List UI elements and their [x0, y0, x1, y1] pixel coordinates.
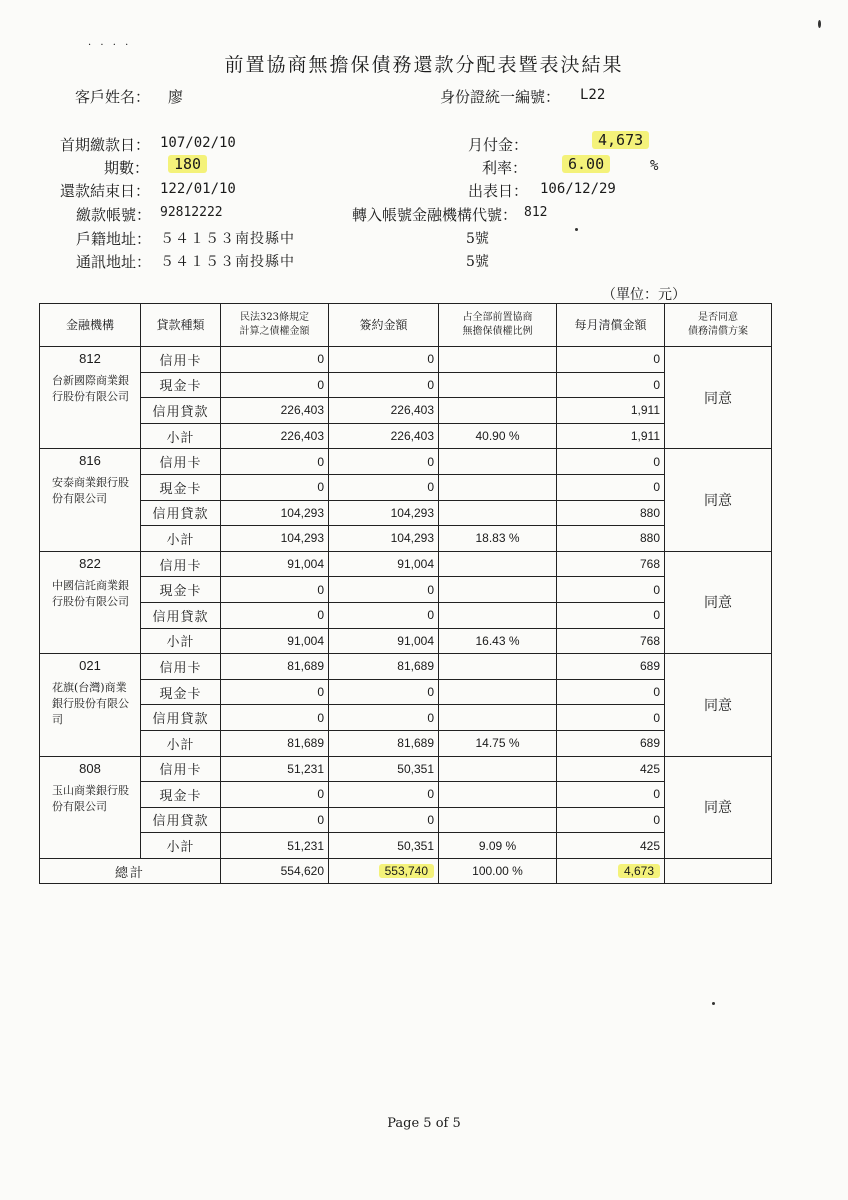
loan-type-cell: 信用卡 — [141, 347, 221, 373]
monthly-amount-cell: 0 — [557, 474, 665, 500]
table-row — [40, 654, 772, 680]
id-number-value: L22 — [580, 87, 606, 103]
claim-amount-cell: 0 — [221, 602, 329, 628]
contract-amount-cell: 50,351 — [329, 833, 439, 859]
periods-label: 期數： — [104, 159, 150, 177]
ratio-cell — [439, 577, 557, 603]
total-contract-value: 553,740 — [379, 864, 434, 878]
mailing-address-label: 通訊地址： — [76, 253, 152, 271]
contract-amount-cell: 91,004 — [329, 551, 439, 577]
loan-type-cell: 現金卡 — [141, 474, 221, 500]
table-row — [40, 782, 772, 808]
domicile-address-value: ５４１５３南投縣中 — [160, 231, 295, 247]
ratio-cell — [439, 654, 557, 680]
claim-amount-cell: 51,231 — [221, 833, 329, 859]
total-ratio: 100.00 % — [439, 858, 557, 884]
ratio-cell — [439, 756, 557, 782]
claim-amount-cell: 81,689 — [221, 654, 329, 680]
claim-amount-cell: 0 — [221, 705, 329, 731]
bank-cell — [40, 347, 141, 449]
loan-type-cell: 現金卡 — [141, 577, 221, 603]
table-row — [40, 423, 772, 449]
header-claim-line2: 計算之債權金額 — [239, 326, 310, 337]
bank-cell — [40, 756, 141, 858]
table-row — [40, 347, 772, 373]
contract-amount-cell: 0 — [329, 449, 439, 475]
scan-speck — [818, 20, 821, 28]
monthly-amount-cell: 689 — [557, 730, 665, 756]
monthly-amount-cell: 0 — [557, 347, 665, 373]
table-row — [40, 526, 772, 552]
loan-type-cell: 信用貸款 — [141, 500, 221, 526]
ratio-cell — [439, 398, 557, 424]
ratio-cell — [439, 679, 557, 705]
ratio-cell: 9.09 % — [439, 833, 557, 859]
end-date-value: 122/01/10 — [160, 181, 236, 197]
claim-amount-cell: 0 — [221, 372, 329, 398]
loan-type-cell: 小計 — [141, 628, 221, 654]
bank-code: 808 — [79, 760, 101, 776]
loan-type-cell: 現金卡 — [141, 782, 221, 808]
loan-type-cell: 信用卡 — [141, 449, 221, 475]
monthly-amount-cell: 768 — [557, 628, 665, 654]
interest-rate-unit: % — [650, 158, 659, 174]
header-agree-line2: 債務清償方案 — [688, 326, 748, 337]
total-claim-amount: 554,620 — [221, 858, 329, 884]
contract-amount-cell: 50,351 — [329, 756, 439, 782]
claim-amount-cell: 104,293 — [221, 526, 329, 552]
total-monthly-value: 4,673 — [618, 864, 660, 878]
monthly-payment-label: 月付金： — [468, 136, 529, 154]
transfer-bank-code-label: 轉入帳號金融機構代號： — [352, 206, 518, 224]
contract-amount-cell: 0 — [329, 474, 439, 500]
agree-cell: 同意 — [665, 449, 772, 551]
allocation-table — [39, 303, 772, 884]
bank-code: 812 — [79, 351, 101, 366]
ratio-cell: 40.90 % — [439, 423, 557, 449]
table-row — [40, 628, 772, 654]
claim-amount-cell: 226,403 — [221, 423, 329, 449]
monthly-amount-cell: 0 — [557, 449, 665, 475]
monthly-amount-cell: 0 — [557, 807, 665, 833]
table-row — [40, 551, 772, 577]
ratio-cell — [439, 602, 557, 628]
claim-amount-cell: 51,231 — [221, 756, 329, 782]
monthly-amount-cell: 0 — [557, 679, 665, 705]
agree-cell: 同意 — [665, 756, 772, 858]
loan-type-cell: 信用卡 — [141, 654, 221, 680]
bank-name: 花旗(台灣)商業銀行股份有限公司 — [52, 681, 129, 727]
header-monthly-amount: 每月清償金額 — [557, 304, 665, 347]
header-loan-type: 貸款種類 — [141, 304, 221, 347]
agree-cell: 同意 — [665, 654, 772, 756]
page-title: 前置協商無擔保債務還款分配表暨表決結果 — [224, 54, 624, 76]
bank-cell — [40, 654, 141, 756]
total-label: 總計 — [40, 858, 221, 884]
contract-amount-cell: 226,403 — [329, 423, 439, 449]
monthly-payment-value: 4,673 — [592, 131, 649, 149]
table-row — [40, 756, 772, 782]
table-row — [40, 679, 772, 705]
bank-code: 021 — [79, 658, 101, 674]
interest-rate-label: 利率： — [482, 159, 528, 177]
header-ratio — [439, 304, 557, 347]
agree-cell: 同意 — [665, 551, 772, 653]
monthly-amount-cell: 0 — [557, 577, 665, 603]
total-contract-amount — [329, 858, 439, 884]
table-header-row — [40, 304, 772, 347]
monthly-amount-cell: 880 — [557, 526, 665, 552]
transfer-bank-code-value: 812 — [524, 205, 548, 220]
ratio-cell — [439, 551, 557, 577]
contract-amount-cell: 81,689 — [329, 730, 439, 756]
contract-amount-cell: 81,689 — [329, 654, 439, 680]
loan-type-cell: 現金卡 — [141, 372, 221, 398]
table-row — [40, 833, 772, 859]
table-row — [40, 372, 772, 398]
monthly-amount-cell: 689 — [557, 654, 665, 680]
first-payment-label: 首期繳款日： — [60, 136, 151, 154]
table-row — [40, 398, 772, 424]
monthly-amount-cell: 425 — [557, 756, 665, 782]
loan-type-cell: 信用貸款 — [141, 807, 221, 833]
contract-amount-cell: 104,293 — [329, 500, 439, 526]
ratio-cell: 16.43 % — [439, 628, 557, 654]
bank-name: 台新國際商業銀行股份有限公司 — [52, 374, 129, 403]
table-row — [40, 602, 772, 628]
monthly-amount-cell: 768 — [557, 551, 665, 577]
contract-amount-cell: 0 — [329, 577, 439, 603]
customer-name-value: 廖 — [168, 88, 184, 106]
contract-amount-cell: 0 — [329, 347, 439, 373]
bank-code: 816 — [79, 453, 101, 469]
monthly-amount-cell: 1,911 — [557, 423, 665, 449]
contract-amount-cell: 0 — [329, 782, 439, 808]
table-row — [40, 705, 772, 731]
interest-rate-value: 6.00 — [562, 155, 610, 173]
header-ratio-line2: 無擔保債權比例 — [462, 326, 533, 337]
monthly-amount-cell: 880 — [557, 500, 665, 526]
claim-amount-cell: 104,293 — [221, 500, 329, 526]
claim-amount-cell: 91,004 — [221, 551, 329, 577]
header-bank: 金融機構 — [40, 304, 141, 347]
ratio-cell — [439, 474, 557, 500]
loan-type-cell: 小計 — [141, 526, 221, 552]
ratio-cell — [439, 782, 557, 808]
periods-value: 180 — [168, 155, 207, 173]
loan-type-cell: 小計 — [141, 730, 221, 756]
table-row — [40, 449, 772, 475]
header-ratio-line1: 占全部前置協商 — [462, 312, 533, 323]
claim-amount-cell: 0 — [221, 807, 329, 833]
claim-amount-cell: 0 — [221, 679, 329, 705]
contract-amount-cell: 91,004 — [329, 628, 439, 654]
corner-marks: · · · · — [88, 40, 132, 51]
ratio-cell — [439, 705, 557, 731]
claim-amount-cell: 91,004 — [221, 628, 329, 654]
issue-date-label: 出表日： — [468, 182, 529, 200]
page-number: Page 5 of 5 — [387, 1116, 461, 1131]
monthly-amount-cell: 0 — [557, 705, 665, 731]
contract-amount-cell: 0 — [329, 602, 439, 628]
monthly-amount-cell: 0 — [557, 372, 665, 398]
loan-type-cell: 小計 — [141, 423, 221, 449]
table-row — [40, 500, 772, 526]
ratio-cell — [439, 372, 557, 398]
payment-account-label: 繳款帳號： — [76, 206, 152, 224]
ratio-cell: 14.75 % — [439, 730, 557, 756]
header-contract-amount: 簽約金額 — [329, 304, 439, 347]
header-agree-line1: 是否同意 — [698, 312, 738, 323]
header-claim-amount — [221, 304, 329, 347]
contract-amount-cell: 0 — [329, 807, 439, 833]
contract-amount-cell: 0 — [329, 372, 439, 398]
loan-type-cell: 現金卡 — [141, 679, 221, 705]
ratio-cell: 18.83 % — [439, 526, 557, 552]
contract-amount-cell: 104,293 — [329, 526, 439, 552]
unit-note: （單位：元） — [602, 287, 686, 303]
ratio-cell — [439, 807, 557, 833]
header-claim-line1: 民法323條規定 — [239, 312, 310, 323]
agree-cell: 同意 — [665, 347, 772, 449]
loan-type-cell: 信用貸款 — [141, 602, 221, 628]
scan-speck — [575, 228, 578, 231]
table-row — [40, 474, 772, 500]
mailing-address-value: ５４１５３南投縣中 — [160, 254, 295, 270]
total-agree-empty — [665, 858, 772, 884]
contract-amount-cell: 226,403 — [329, 398, 439, 424]
customer-name-label: 客戶姓名： — [75, 88, 151, 106]
monthly-amount-cell: 0 — [557, 602, 665, 628]
loan-type-cell: 信用卡 — [141, 551, 221, 577]
contract-amount-cell: 0 — [329, 705, 439, 731]
bank-name: 玉山商業銀行股份有限公司 — [52, 783, 129, 813]
bank-name: 安泰商業銀行股份有限公司 — [52, 476, 129, 506]
claim-amount-cell: 0 — [221, 474, 329, 500]
monthly-amount-cell: 1,911 — [557, 398, 665, 424]
bank-cell — [40, 551, 141, 653]
monthly-amount-cell: 0 — [557, 782, 665, 808]
domicile-address-tail: 5號 — [466, 231, 489, 247]
total-monthly-amount — [557, 858, 665, 884]
bank-name: 中國信託商業銀行股份有限公司 — [52, 578, 129, 608]
id-number-label: 身份證統一編號： — [440, 88, 561, 106]
end-date-label: 還款結束日： — [60, 182, 151, 200]
payment-account-value: 92812222 — [160, 205, 223, 220]
bank-code: 822 — [79, 555, 101, 571]
issue-date-value: 106/12/29 — [540, 181, 616, 197]
loan-type-cell: 信用貸款 — [141, 705, 221, 731]
claim-amount-cell: 0 — [221, 577, 329, 603]
claim-amount-cell: 0 — [221, 782, 329, 808]
domicile-address-label: 戶籍地址： — [76, 230, 152, 248]
claim-amount-cell: 0 — [221, 449, 329, 475]
loan-type-cell: 信用卡 — [141, 756, 221, 782]
claim-amount-cell: 226,403 — [221, 398, 329, 424]
table-row — [40, 730, 772, 756]
loan-type-cell: 信用貸款 — [141, 398, 221, 424]
table-row — [40, 807, 772, 833]
mailing-address-tail: 5號 — [466, 254, 489, 270]
header-agree — [665, 304, 772, 347]
table-row — [40, 577, 772, 603]
claim-amount-cell: 81,689 — [221, 730, 329, 756]
ratio-cell — [439, 449, 557, 475]
loan-type-cell: 小計 — [141, 833, 221, 859]
scan-speck — [712, 1002, 715, 1005]
total-row — [40, 858, 772, 884]
ratio-cell — [439, 347, 557, 373]
first-payment-value: 107/02/10 — [160, 135, 236, 151]
contract-amount-cell: 0 — [329, 679, 439, 705]
bank-cell — [40, 449, 141, 551]
ratio-cell — [439, 500, 557, 526]
claim-amount-cell: 0 — [221, 347, 329, 373]
monthly-amount-cell: 425 — [557, 833, 665, 859]
